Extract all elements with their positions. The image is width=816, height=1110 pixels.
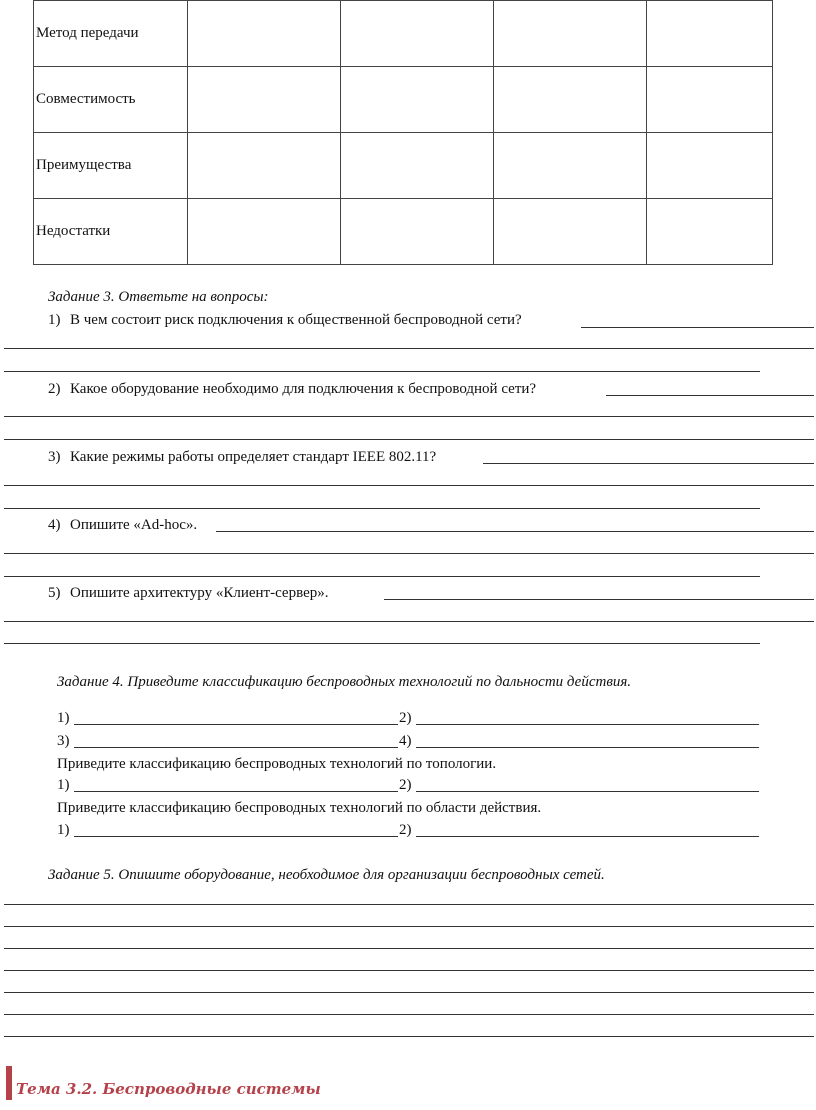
- table-cell[interactable]: [647, 199, 773, 265]
- topology-item-1-number: 1): [57, 777, 70, 793]
- area-item-1-number: 1): [57, 822, 70, 838]
- answer-2-line-inline[interactable]: [606, 395, 814, 396]
- answer-4-line-inline[interactable]: [216, 531, 814, 532]
- question-3-number: 3): [48, 449, 61, 465]
- topology-item-2-line[interactable]: [416, 791, 759, 792]
- row-label: Метод передачи: [34, 1, 188, 67]
- question-1: В чем состоит риск подключения к общественной беспроводной сети?: [70, 312, 522, 328]
- table-cell[interactable]: [647, 133, 773, 199]
- answer-1-line[interactable]: [4, 348, 814, 349]
- range-item-2-number: 2): [399, 710, 412, 726]
- range-item-2-line[interactable]: [416, 724, 759, 725]
- table-cell[interactable]: [647, 67, 773, 133]
- range-item-1-line[interactable]: [74, 724, 398, 725]
- table-row: [34, 199, 773, 265]
- question-2-number: 2): [48, 381, 61, 397]
- table-cell[interactable]: [647, 1, 773, 67]
- answer-1-line[interactable]: [4, 371, 760, 372]
- table-cell[interactable]: [494, 67, 647, 133]
- task5-answer-line[interactable]: [4, 1014, 814, 1015]
- range-item-4-number: 4): [399, 733, 412, 749]
- topology-item-2-number: 2): [399, 777, 412, 793]
- answer-2-line[interactable]: [4, 416, 814, 417]
- table-row: [34, 133, 773, 199]
- task5-answer-line[interactable]: [4, 904, 814, 905]
- answer-5-line[interactable]: [4, 621, 814, 622]
- question-5: Опишите архитектуру «Клиент-сервер».: [70, 585, 329, 601]
- table-cell[interactable]: [188, 67, 341, 133]
- table-row: [34, 1, 773, 67]
- answer-4-line[interactable]: [4, 553, 814, 554]
- table-cell[interactable]: [494, 1, 647, 67]
- table-cell[interactable]: [341, 133, 494, 199]
- area-item-2-line[interactable]: [416, 836, 759, 837]
- topology-prompt: Приведите классификацию беспроводных технологий по топологии.: [57, 756, 497, 772]
- range-item-1-number: 1): [57, 710, 70, 726]
- area-item-2-number: 2): [399, 822, 412, 838]
- question-3: Какие режимы работы определяет стандарт IEEE 802.11?: [70, 449, 437, 465]
- task5-answer-line[interactable]: [4, 948, 814, 949]
- footer-accent-bar: [6, 1066, 12, 1100]
- question-4-number: 4): [48, 517, 61, 533]
- task3-title: Задание 3. Ответьте на вопросы:: [48, 289, 269, 305]
- answer-5-line-inline[interactable]: [384, 599, 814, 600]
- table-cell[interactable]: [494, 199, 647, 265]
- answer-5-line[interactable]: [4, 643, 760, 644]
- answer-2-line[interactable]: [4, 439, 814, 440]
- answer-1-line-inline[interactable]: [581, 327, 814, 328]
- row-label: Недостатки: [34, 199, 188, 265]
- range-item-3-line[interactable]: [74, 747, 398, 748]
- table-cell[interactable]: [188, 199, 341, 265]
- table-cell[interactable]: [341, 67, 494, 133]
- answer-3-line[interactable]: [4, 485, 814, 486]
- table-cell[interactable]: [188, 133, 341, 199]
- question-2: Какое оборудование необходимо для подключения к беспроводной сети?: [70, 381, 537, 397]
- range-item-4-line[interactable]: [416, 747, 759, 748]
- question-5-number: 5): [48, 585, 61, 601]
- range-item-3-number: 3): [57, 733, 70, 749]
- task5-answer-line[interactable]: [4, 992, 814, 993]
- row-label: Совместимость: [34, 67, 188, 133]
- task5-answer-line[interactable]: [4, 1036, 814, 1037]
- table-row: [34, 67, 773, 133]
- task5-answer-line[interactable]: [4, 970, 814, 971]
- topology-item-1-line[interactable]: [74, 791, 398, 792]
- answer-4-line[interactable]: [4, 576, 760, 577]
- answer-3-line[interactable]: [4, 508, 760, 509]
- footer-topic-title: Тема 3.2. Беспроводные системы: [16, 1080, 321, 1098]
- question-1-number: 1): [48, 312, 61, 328]
- comparison-table: [33, 0, 773, 265]
- task5-answer-line[interactable]: [4, 926, 814, 927]
- area-prompt: Приведите классификацию беспроводных технологий по области действия.: [57, 800, 542, 816]
- task4-title: Задание 4. Приведите классификацию беспроводных технологий по дальности действия.: [57, 674, 632, 690]
- table-cell[interactable]: [188, 1, 341, 67]
- answer-3-line-inline[interactable]: [483, 463, 814, 464]
- table-cell[interactable]: [341, 199, 494, 265]
- task5-title: Задание 5. Опишите оборудование, необходимое для организации беспроводных сетей.: [48, 867, 605, 883]
- table-cell[interactable]: [341, 1, 494, 67]
- row-label: Преимущества: [34, 133, 188, 199]
- table-cell[interactable]: [494, 133, 647, 199]
- area-item-1-line[interactable]: [74, 836, 398, 837]
- question-4: Опишите «Ad-hoc».: [70, 517, 198, 533]
